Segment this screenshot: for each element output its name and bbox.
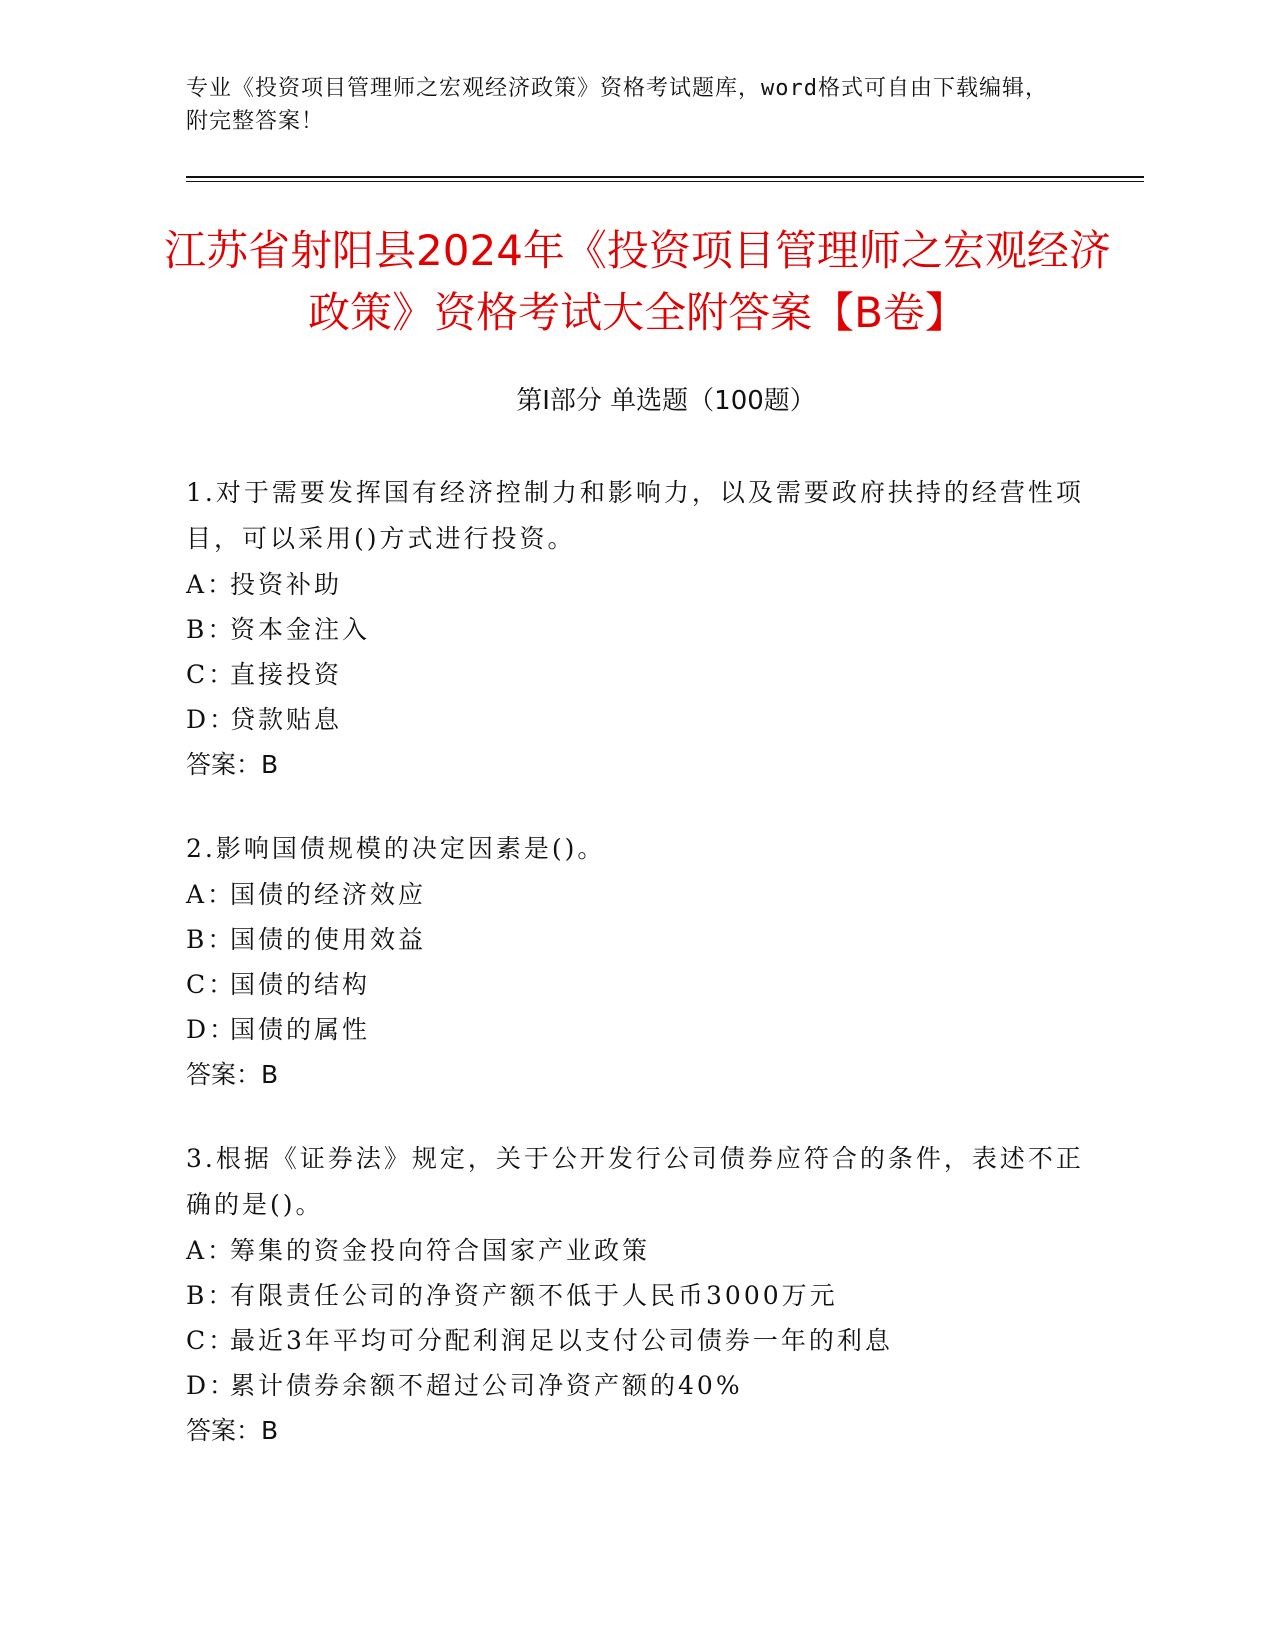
- option-d: [186, 697, 1086, 742]
- question-2: [186, 826, 1086, 1098]
- option-text: 资本金注入: [230, 615, 371, 644]
- option-key: A：: [186, 1236, 236, 1265]
- question-3: [186, 1136, 1086, 1454]
- option-key: C：: [186, 970, 237, 999]
- option-key: B：: [186, 1281, 236, 1310]
- option-key: C：: [186, 660, 237, 689]
- option-text: 国债的结构: [230, 970, 371, 999]
- document-title: 江苏省射阳县2024年《投资项目管理师之宏观经济政策》资格考试大全附答案【B卷】: [164, 226, 1111, 337]
- option-text: 直接投资: [230, 660, 343, 689]
- option-text: 投资补助: [230, 570, 343, 599]
- option-text: 贷款贴息: [230, 705, 343, 734]
- option-a: [186, 872, 1086, 917]
- option-key: B：: [186, 615, 236, 644]
- option-text: 最近3年平均可分配利润足以支付公司债券一年的利息: [230, 1326, 893, 1355]
- option-a: [186, 562, 1086, 607]
- option-key: A：: [186, 570, 236, 599]
- option-c: [186, 962, 1086, 1007]
- option-text: 累计债券余额不超过公司净资产额的40%: [230, 1371, 743, 1400]
- section-title: 第Ⅰ部分 单选题（100题）: [516, 386, 816, 416]
- option-key: A：: [186, 880, 236, 909]
- question-stem: 3.根据《证券法》规定，关于公开发行公司债券应符合的条件，表述不正确的是()。: [186, 1144, 1084, 1219]
- option-key: C：: [186, 1326, 237, 1355]
- option-b: [186, 607, 1086, 652]
- header-divider-thick: [186, 176, 1144, 178]
- option-c: [186, 652, 1086, 697]
- question-list: [186, 470, 1086, 1492]
- header-divider-thin: [186, 181, 1144, 182]
- option-text: 有限责任公司的净资产额不低于人民币3000万元: [230, 1281, 838, 1310]
- option-text: 国债的使用效益: [230, 925, 427, 954]
- option-b: [186, 1273, 1086, 1318]
- option-a: [186, 1228, 1086, 1273]
- question-stem: 2.影响国债规模的决定因素是()。: [186, 834, 606, 863]
- option-key: D：: [186, 1371, 238, 1400]
- answer-label: 答案：B: [186, 1416, 279, 1445]
- option-key: D：: [186, 1015, 238, 1044]
- option-d: [186, 1363, 1086, 1408]
- option-key: B：: [186, 925, 236, 954]
- option-d: [186, 1007, 1086, 1052]
- option-text: 国债的经济效应: [230, 880, 427, 909]
- option-text: 筹集的资金投向符合国家产业政策: [230, 1236, 651, 1265]
- option-text: 国债的属性: [230, 1015, 371, 1044]
- question-1: [186, 470, 1086, 788]
- answer-label: 答案：B: [186, 1060, 279, 1089]
- header-note: 专业《投资项目管理师之宏观经济政策》资格考试题库，word格式可自由下载编辑，附完整答案！: [186, 76, 1048, 134]
- answer-label: 答案：B: [186, 750, 279, 779]
- question-stem: 1.对于需要发挥国有经济控制力和影响力，以及需要政府扶持的经营性项目，可以采用()方式进行投资。: [186, 478, 1084, 553]
- option-b: [186, 917, 1086, 962]
- option-c: [186, 1318, 1086, 1363]
- option-key: D：: [186, 705, 238, 734]
